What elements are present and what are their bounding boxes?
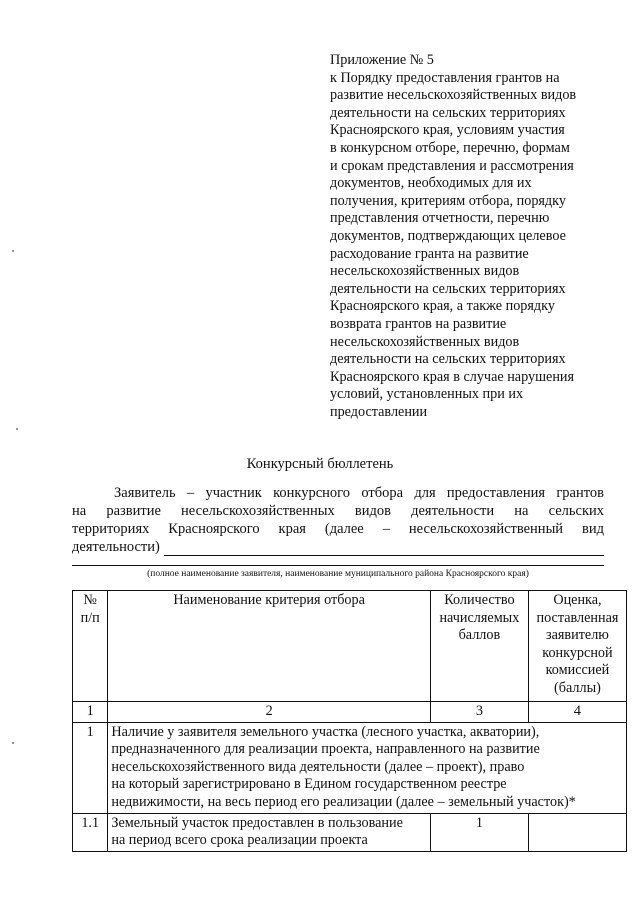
- applicant-fill-line-2[interactable]: [72, 565, 604, 566]
- appendix-line: деятельности на сельских территориях: [330, 351, 566, 368]
- appendix-block: [330, 52, 620, 421]
- appendix-line: к Порядку предоставления грантов на: [330, 69, 560, 86]
- column-number: 2: [108, 702, 430, 723]
- column-number: 1: [73, 702, 108, 723]
- header-points-line: баллов: [458, 627, 501, 644]
- header-num-line: №: [83, 592, 97, 608]
- table-header-row: [73, 591, 627, 702]
- header-points-line: Количество: [444, 592, 515, 608]
- row-number: 1.1: [73, 813, 108, 851]
- appendix-line: деятельности на сельских территориях: [330, 104, 566, 121]
- header-score-line: конкурсной: [542, 644, 613, 661]
- header-score-line: поставленная: [536, 609, 619, 626]
- points-cell: 1: [430, 813, 528, 851]
- intro-paragraph: [72, 484, 604, 556]
- intro-line: территориях Красноярского края (далее – несельскохозяйственный вид: [72, 521, 604, 537]
- intro-line: Заявитель – участник конкурсного отбора для предоставления грантов: [114, 485, 604, 501]
- applicant-caption: (полное наименование заявителя, наименование муниципального района Красноярского края): [147, 569, 529, 579]
- row-number: 1: [73, 722, 108, 813]
- appendix-line: предоставлении: [330, 403, 428, 420]
- header-num-line: п/п: [80, 609, 100, 626]
- criterion-line: предназначенного для реализации проекта, направленного на развитие: [111, 741, 540, 758]
- appendix-line: Красноярского края, а также порядку: [330, 298, 555, 315]
- appendix-line: развитие несельскохозяйственных видов: [330, 87, 577, 104]
- intro-line: деятельности): [72, 539, 160, 555]
- header-score-line: заявителю: [546, 627, 609, 644]
- document-title: Конкурсный бюллетень: [246, 456, 394, 472]
- criterion-line: на период всего срока реализации проекта: [111, 832, 368, 849]
- appendix-line: деятельности на сельских территориях: [330, 280, 566, 297]
- score-cell[interactable]: [528, 813, 626, 851]
- criterion-line: на который зарегистрировано в Едином государственном реестре: [111, 776, 507, 793]
- applicant-fill-line[interactable]: [164, 541, 604, 556]
- intro-line: на развитие несельскохозяйственных видов деятельности на сельских: [72, 503, 604, 519]
- header-score-line: Оценка,: [553, 592, 602, 608]
- intro-last-line: [72, 538, 604, 556]
- appendix-line: получения, критериям отбора, порядку: [330, 192, 566, 209]
- header-score-line: комиссией: [545, 662, 610, 679]
- criterion-line: несельскохозяйственного вида деятельности (далее – проект), право: [111, 758, 525, 775]
- scan-speck: [12, 250, 14, 252]
- criterion-text: [108, 722, 627, 813]
- header-score-line: (баллы): [554, 679, 601, 696]
- appendix-line: расходование гранта на развитие: [330, 245, 529, 262]
- criterion-line: Земельный участок предоставлен в пользование: [111, 814, 403, 831]
- criterion-line: недвижимости, на весь период его реализации (далее – земельный участок)*: [111, 793, 576, 810]
- appendix-line: условий, установленных при их: [330, 386, 524, 403]
- appendix-line: возврата грантов на развитие: [330, 315, 507, 332]
- table-row: [73, 722, 627, 813]
- criteria-table: [72, 590, 627, 852]
- header-num: [73, 591, 108, 702]
- appendix-line: Красноярского края в случае нарушения: [330, 368, 575, 385]
- appendix-line: документов, подтверждающих целевое: [330, 227, 566, 244]
- header-score: [528, 591, 626, 702]
- scan-speck: [16, 428, 18, 430]
- column-number: 3: [430, 702, 528, 723]
- appendix-line: документов, необходимых для их: [330, 175, 532, 192]
- appendix-line: представления отчетности, перечню: [330, 210, 550, 227]
- appendix-line: и срокам представления и рассмотрения: [330, 157, 574, 174]
- appendix-line: Красноярского края, условиям участия: [330, 122, 565, 139]
- header-points-line: начисляемых: [439, 609, 520, 626]
- column-number-row: [73, 702, 627, 723]
- appendix-line: несельскохозяйственных видов: [330, 333, 520, 350]
- criterion-line: Наличие у заявителя земельного участка (лесного участка, акватории),: [111, 723, 540, 740]
- scan-speck: [12, 742, 14, 744]
- criterion-text: [108, 813, 430, 851]
- appendix-line: Приложение № 5: [330, 52, 434, 68]
- header-name: Наименование критерия отбора: [108, 591, 430, 702]
- column-number: 4: [528, 702, 626, 723]
- table-row: [73, 813, 627, 851]
- header-points: [430, 591, 528, 702]
- appendix-line: в конкурсном отборе, перечню, формам: [330, 139, 570, 156]
- appendix-line: несельскохозяйственных видов: [330, 263, 520, 280]
